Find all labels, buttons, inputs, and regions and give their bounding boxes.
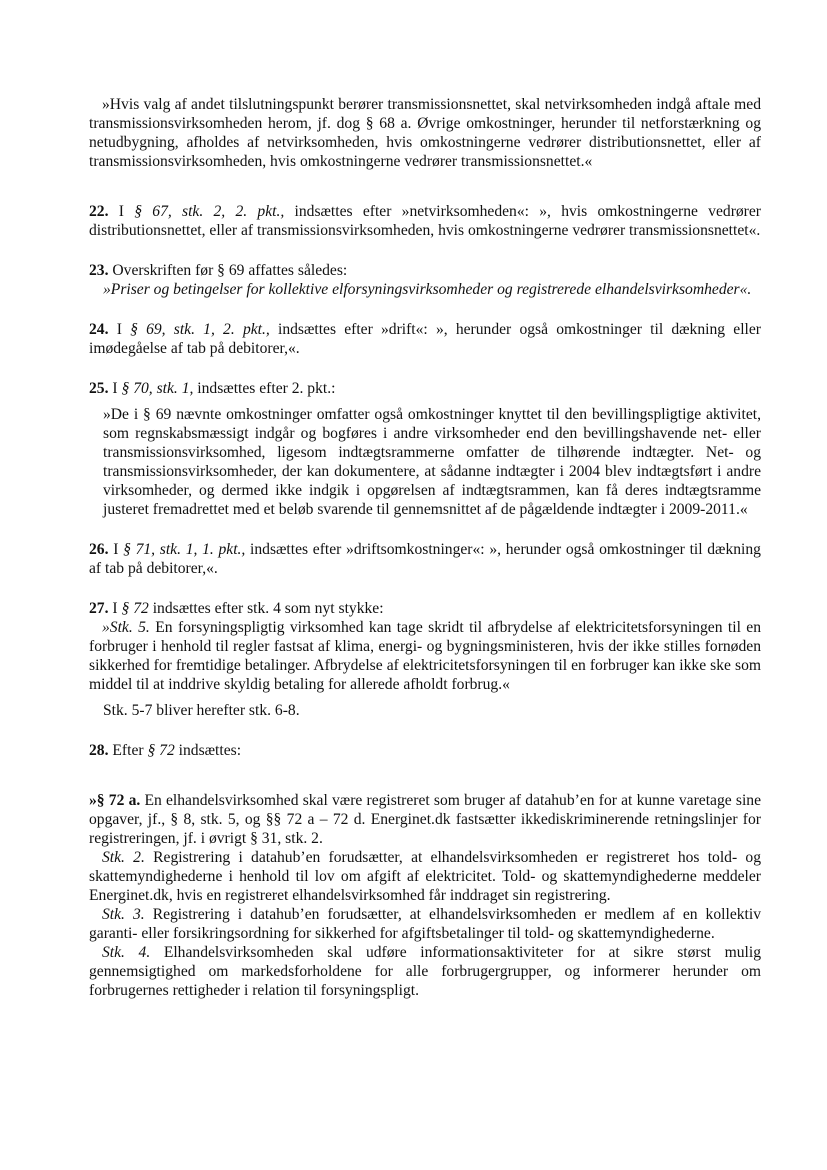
item-number: 23. — [89, 262, 109, 279]
section-72a-stk-3: Stk. 3. Registrering i datahub’en forudsætter, at elhandelsvirksomheden er medlem af en kollektiv garanti- eller forsikringsordning for sikkerhed for afgiftsbetalinger til told- og skattemyndighederne. — [89, 906, 761, 942]
item-24: 24. I § 69, stk. 1, 2. pkt., indsættes efter »drift«: », herunder også omkostninger til dækning eller imødegåelse af tab på debitorer,«. — [89, 321, 761, 357]
heading-quote: »Priser og betingelser for kollektive elforsyningsvirksomheder og registrerede elhandelsvirksomheder«. — [103, 281, 752, 298]
stk-label: »Stk. 5. — [102, 619, 150, 636]
section-reference: § 72 — [147, 742, 175, 759]
section-heading: »§ 72 a. — [89, 792, 141, 809]
section-reference: § 70, stk. 1, — [121, 380, 194, 397]
item-23: 23. Overskriften før § 69 affattes således: — [89, 262, 348, 279]
section-reference: § 67, stk. 2, 2. pkt., — [134, 203, 285, 220]
item-number: 25. — [89, 380, 109, 397]
section-72a-stk-4: Stk. 4. Elhandelsvirksomheden skal udføre informationsaktiviteter for at sikre størst mulig gennemsigtighed om markedsforholdene for alle forbrugergrupper, og informerer herunder om forbrugernes rettigheder i relation til forsyningspligt. — [89, 944, 761, 999]
intro-quote: »Hvis valg af andet tilslutningspunkt berører transmissionsnettet, skal netvirksomheden indgå aftale med transmissionsvirksomheden herom, jf. dog § 68 a. Øvrige omkostninger, herunder til netforstærkning og netudbygning, afholdes af netvirksomheden, hvis omkostningerne vedrører distributionsnettet, eller af transmissionsvirksomheden, hvis omkostningerne vedrører transmissionsnettet.« — [89, 96, 761, 170]
item-26: 26. I § 71, stk. 1, 1. pkt., indsættes efter »driftsomkostninger«: », herunder også omkostninger til dækning af tab på debitorer,«. — [89, 541, 761, 577]
item-number: 27. — [89, 600, 109, 617]
item-27: 27. I § 72 indsættes efter stk. 4 som nyt stykke: — [89, 600, 384, 617]
section-reference: § 71, stk. 1, 1. pkt., — [123, 541, 246, 558]
item-number: 22. — [89, 203, 109, 220]
new-stk-5: »Stk. 5. En forsyningspligtig virksomhed kan tage skridt til afbrydelse af elektricitetsforsyningen til en forbruger i henhold til regler fastsat af klima, energi- og bygningsministeren, hvis der ikke stilles fornøden sikkerhed for fremtidige betalinger. Afbrydelse af elektricitetsforsyningen til en forbruger kan ikke ske som middel til at inddrive skyldig betaling for allerede afholdt forbrug.« — [89, 619, 762, 693]
item-number: 24. — [89, 321, 109, 338]
stk-label: Stk. 2. — [102, 849, 145, 866]
section-72a-stk-2: Stk. 2. Registrering i datahub’en forudsætter, at elhandelsvirksomheden er registreret hos told- og skattemyndighederne i henhold til lov om afgift af elektricitet. Told- og skattemyndighederne meddeler Energinet.dk, hvis en registreret elhandelsvirksomhed får inddraget sin registrering. — [89, 849, 762, 904]
inserted-text-quote: »De i § 69 nævnte omkostninger omfatter også omkostninger knyttet til den bevillingspligtige aktivitet, som regnskabsmæssigt indgår og bogføres i andre virksomheder end den bevillingshavende net- eller transmissionsvirksomhed, ligesom indtægtsrammerne omfatter de tilhørende indtægter. Net- og transmissionsvirksomheder, der kan dokumentere, at sådanne indtægter i 2004 blev indtægtsført i andre virksomheder, og dermed ikke indgik i opgørelsen af indtægtsrammen, kan få deres indtægtsramme justeret fremadrettet med et beløb svarende til gennemsnittet af de pågældende indtægter i 2009-2011.« — [103, 406, 761, 518]
stk-label: Stk. 3. — [102, 906, 145, 923]
item-22: 22. I § 67, stk. 2, 2. pkt., indsættes efter »netvirksomheden«: », hvis omkostningerne vedrører distributionsnettet, eller af transmissionsvirksomheden, hvis omkostningerne vedrører transmissionsnettet«. — [89, 203, 761, 239]
item-25: 25. I § 70, stk. 1, indsættes efter 2. pkt.: — [89, 380, 336, 397]
section-72a: »§ 72 a. En elhandelsvirksomhed skal være registreret som bruger af datahub’en for at kunne varetage sine opgaver, jf., § 8, stk. 5, og §§ 72 a – 72 d. Energinet.dk fastsætter ikkediskriminerende retningslinjer for registreringen, jf. i øvrigt § 31, stk. 2. — [89, 792, 761, 847]
section-reference: § 72 — [121, 600, 149, 617]
item-28: 28. Efter § 72 indsættes: — [89, 742, 242, 759]
item-number: 26. — [89, 541, 109, 558]
item-number: 28. — [89, 742, 109, 759]
stk-label: Stk. 4. — [102, 944, 151, 961]
section-reference: § 69, stk. 1, 2. pkt., — [130, 321, 270, 338]
renumber-note: Stk. 5-7 bliver herefter stk. 6-8. — [103, 702, 300, 719]
